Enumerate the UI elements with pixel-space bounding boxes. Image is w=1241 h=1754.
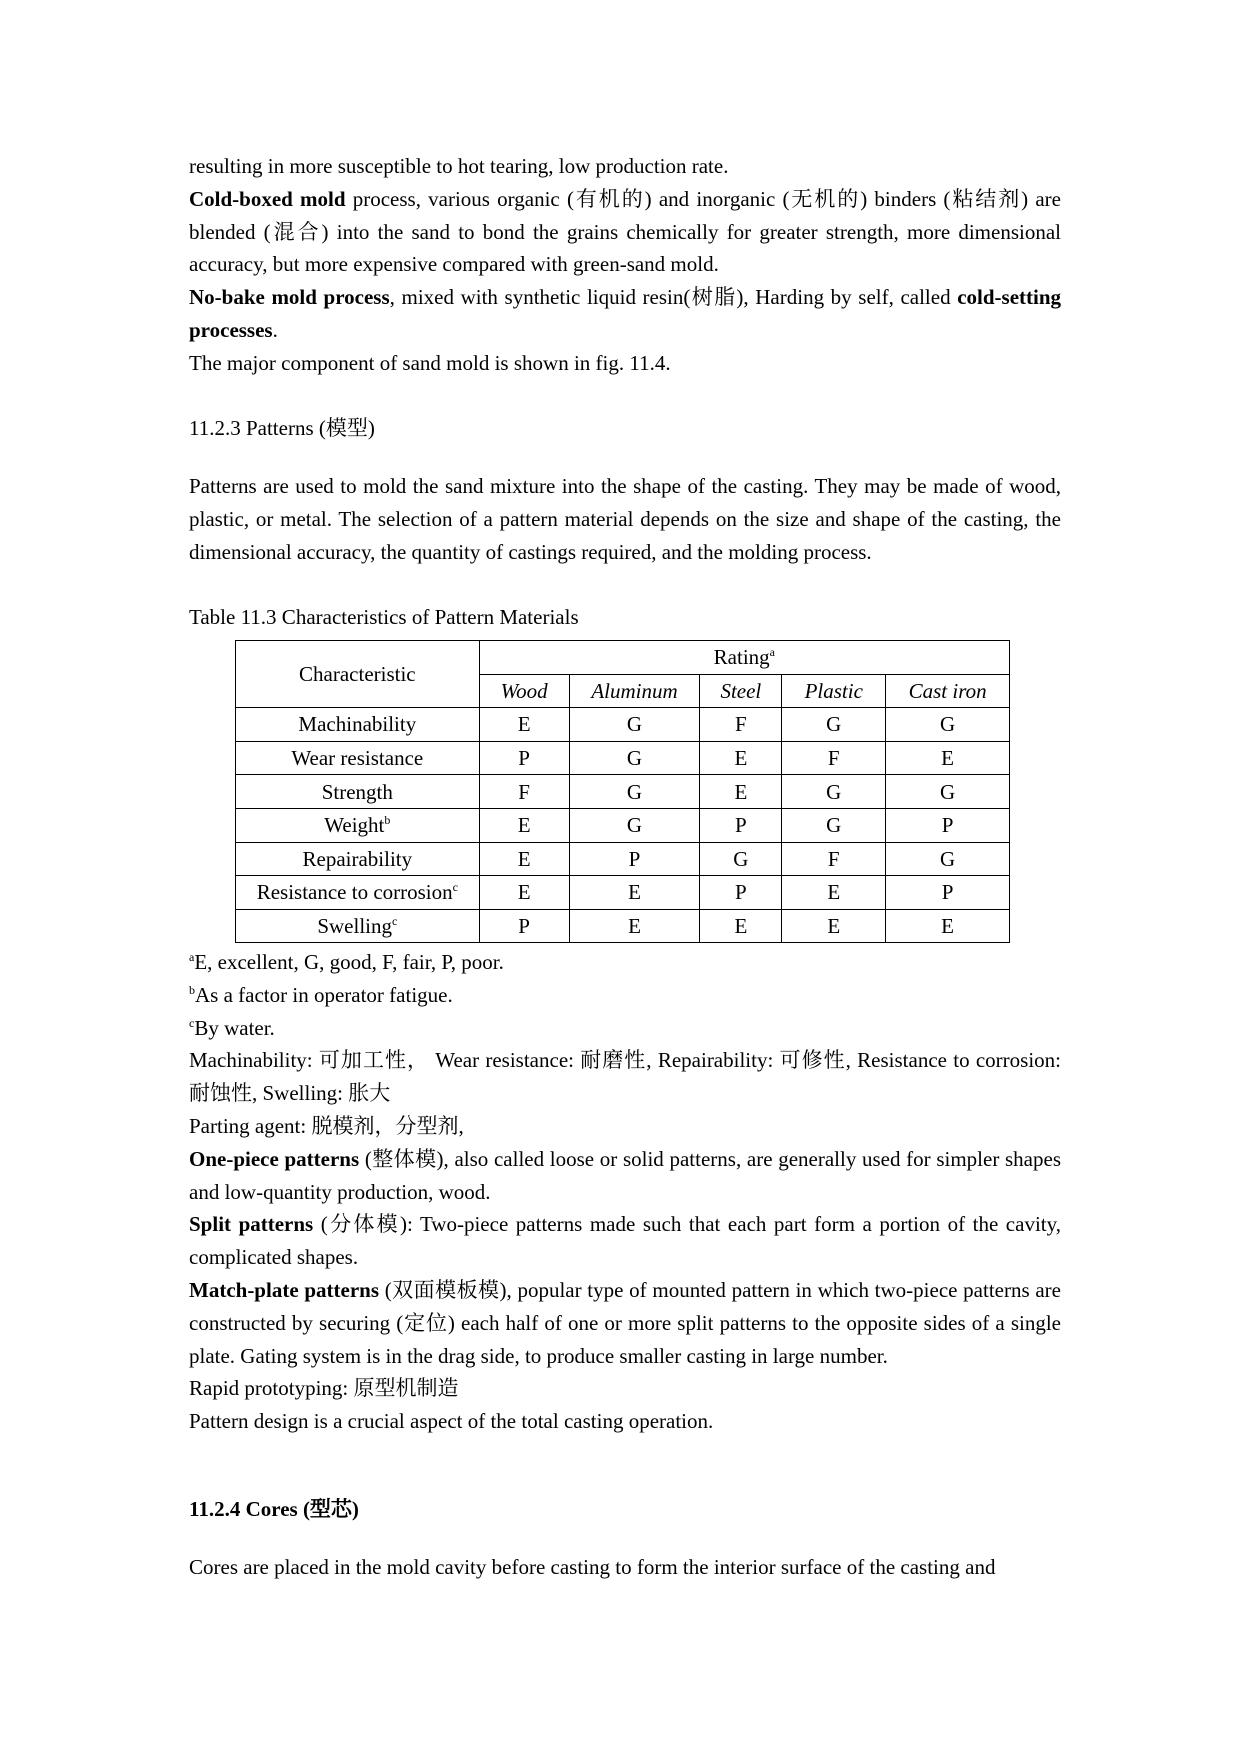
table-row <box>236 876 1010 910</box>
rating-cell: G <box>569 708 700 742</box>
cores-heading-block <box>189 1493 1061 1526</box>
rating-cell: F <box>700 708 782 742</box>
pattern-design-line: Pattern design is a crucial aspect of the total casting operation. <box>189 1409 714 1434</box>
patterns-heading: 11.2.3 Patterns (模型) <box>189 416 375 440</box>
characteristic-cell <box>236 842 480 876</box>
characteristic-name: Resistance to corrosion <box>256 880 453 905</box>
split-text: (分体模): Two-piece patterns made such that each part form a portion of the cavity, complicated shapes. <box>189 1212 1062 1270</box>
characteristic-footnote-mark: c <box>392 914 398 929</box>
rapid-prototyping-line: Rapid prototyping: 原型机制造 <box>189 1376 459 1401</box>
footnote-a <box>189 946 1061 979</box>
characteristic-footnote-mark: c <box>452 880 458 895</box>
no-bake-text: , mixed with synthetic liquid resin(树脂), Harding by self, called <box>389 285 958 310</box>
rating-cell: P <box>479 741 569 775</box>
rating-cell: E <box>700 741 782 775</box>
rating-cell: G <box>886 842 1010 876</box>
rating-cell: E <box>569 876 700 910</box>
cold-boxed-term: Cold-boxed mold <box>189 186 346 211</box>
rating-cell: P <box>886 876 1010 910</box>
footnote-b-text: As a factor in operator fatigue. <box>195 982 453 1007</box>
rating-cell: P <box>886 808 1010 842</box>
table-row <box>236 842 1010 876</box>
characteristic-name: Swelling <box>317 914 392 939</box>
rating-cell: G <box>782 808 886 842</box>
cores-paragraph: Cores are placed in the mold cavity before casting to form the interior surface of the casting and <box>189 1555 996 1579</box>
rating-cell: F <box>479 775 569 809</box>
characteristic-cell <box>236 876 480 910</box>
split-term: Split patterns <box>189 1212 314 1237</box>
split-paragraph <box>189 1208 1061 1274</box>
rating-cell: P <box>479 909 569 943</box>
rating-cell: E <box>782 909 886 943</box>
material-header: Plastic <box>782 674 886 708</box>
characteristic-name: Machinability <box>298 712 417 737</box>
rating-cell: G <box>886 775 1010 809</box>
rating-cell: E <box>700 775 782 809</box>
patterns-paragraph-block <box>189 470 1061 568</box>
rating-cell: F <box>782 842 886 876</box>
rating-cell: E <box>479 842 569 876</box>
characteristic-name: Strength <box>321 779 393 804</box>
rating-footnote-mark: a <box>769 645 775 660</box>
rating-header <box>479 641 1009 675</box>
rating-cell: E <box>569 909 700 943</box>
no-bake-paragraph <box>189 281 1061 347</box>
table-row <box>236 909 1010 943</box>
rating-cell: E <box>479 808 569 842</box>
rating-label: Rating <box>713 645 770 670</box>
rating-cell: G <box>569 808 700 842</box>
characteristic-cell <box>236 708 480 742</box>
table-header-row <box>236 641 1010 675</box>
table-caption-block <box>189 601 1061 634</box>
rating-cell: E <box>479 876 569 910</box>
table-caption: Table 11.3 Characteristics of Pattern Materials <box>189 605 579 629</box>
one-piece-text: (整体模), also called loose or solid patterns, are generally used for simpler shapes and low-quantity production, wood. <box>189 1146 1061 1204</box>
match-plate-paragraph <box>189 1274 1061 1372</box>
cores-paragraph-block <box>189 1551 1061 1584</box>
post-table-section <box>189 946 1061 1438</box>
intro-line: resulting in more susceptible to hot tearing, low production rate. <box>189 154 729 178</box>
material-header: Wood <box>479 674 569 708</box>
footnote-b <box>189 979 1061 1012</box>
rating-cell: P <box>569 842 700 876</box>
footnote-c-text: By water. <box>194 1015 275 1040</box>
cores-heading <box>189 1493 1061 1526</box>
rating-cell: P <box>700 876 782 910</box>
one-piece-term: One-piece patterns <box>189 1146 360 1171</box>
table-row <box>236 775 1010 809</box>
characteristic-cell <box>236 775 480 809</box>
rating-cell: G <box>782 708 886 742</box>
match-plate-term: Match-plate patterns <box>189 1277 380 1302</box>
rating-cell: E <box>886 741 1010 775</box>
characteristic-cell <box>236 808 480 842</box>
pattern-materials-table <box>235 640 1010 943</box>
rating-cell: E <box>782 876 886 910</box>
rating-cell: G <box>569 741 700 775</box>
rating-cell: G <box>782 775 886 809</box>
rating-cell: E <box>886 909 1010 943</box>
footnote-b-mark: b <box>189 982 195 997</box>
parting-agent-line: Parting agent: 脱模剂，分型剂, <box>189 1113 464 1138</box>
rating-cell: F <box>782 741 886 775</box>
cold-setting-end: . <box>272 317 278 342</box>
characteristic-name: Wear resistance <box>291 746 424 771</box>
characteristic-footnote-mark: b <box>384 813 391 828</box>
cold-boxed-text: process, various organic (有机的) and inorganic (无机的) binders (粘结剂) are blended (混合) into the sand to bond the grains chemically for greater strength, more dimensional accuracy, but more expensive compared with green-sand mold. <box>189 186 1061 277</box>
footnote-a-mark: a <box>189 950 195 964</box>
cold-boxed-paragraph <box>189 183 1061 281</box>
rating-cell: G <box>569 775 700 809</box>
major-component-line: The major component of sand mold is shown in fig. 11.4. <box>189 350 671 375</box>
cores-heading-text: 11.2.4 Cores (型芯) <box>189 1497 359 1521</box>
rating-cell: P <box>700 808 782 842</box>
table-row <box>236 808 1010 842</box>
rating-cell: E <box>700 909 782 943</box>
cold-setting-term: cold-setting processes <box>189 285 1062 342</box>
characteristic-name: Weight <box>324 813 385 838</box>
rating-cell: G <box>886 708 1010 742</box>
footnote-c-mark: c <box>189 1015 195 1030</box>
footnote-c <box>189 1012 1061 1045</box>
material-header: Aluminum <box>569 674 700 708</box>
rating-cell: G <box>700 842 782 876</box>
characteristic-cell <box>236 909 480 943</box>
table-row <box>236 708 1010 742</box>
footnote-a-text: E, excellent, G, good, F, fair, P, poor. <box>194 950 504 974</box>
characteristic-name: Repairability <box>302 846 413 871</box>
material-header: Steel <box>700 674 782 708</box>
match-plate-text: (双面模板模), popular type of mounted pattern in which two-piece patterns are constructed by securing (定位) each half of one or more split patterns to the opposite sides of a single plate. Gating system is in the drag side, to produce smaller casting in large number. <box>189 1277 1061 1368</box>
table-row <box>236 741 1010 775</box>
glossary-line: Machinability: 可加工性， Wear resistance: 耐磨性, Repairability: 可修性, Resistance to corrosion: 耐蚀性, Swelling: 胀大 <box>189 1048 1061 1106</box>
rating-cell: E <box>479 708 569 742</box>
characteristic-header: Characteristic <box>236 641 480 708</box>
patterns-paragraph: Patterns are used to mold the sand mixture into the shape of the casting. They may be made of wood, plastic, or metal. The selection of a pattern material depends on the size and shape of the casting, the dimensional accuracy, the quantity of castings required, and the molding process. <box>189 474 1061 564</box>
no-bake-term: No-bake mold process <box>189 285 390 310</box>
patterns-heading-block <box>189 412 1061 445</box>
one-piece-paragraph <box>189 1143 1061 1209</box>
material-header: Cast iron <box>886 674 1010 708</box>
intro-section <box>189 150 1061 380</box>
characteristic-cell <box>236 741 480 775</box>
